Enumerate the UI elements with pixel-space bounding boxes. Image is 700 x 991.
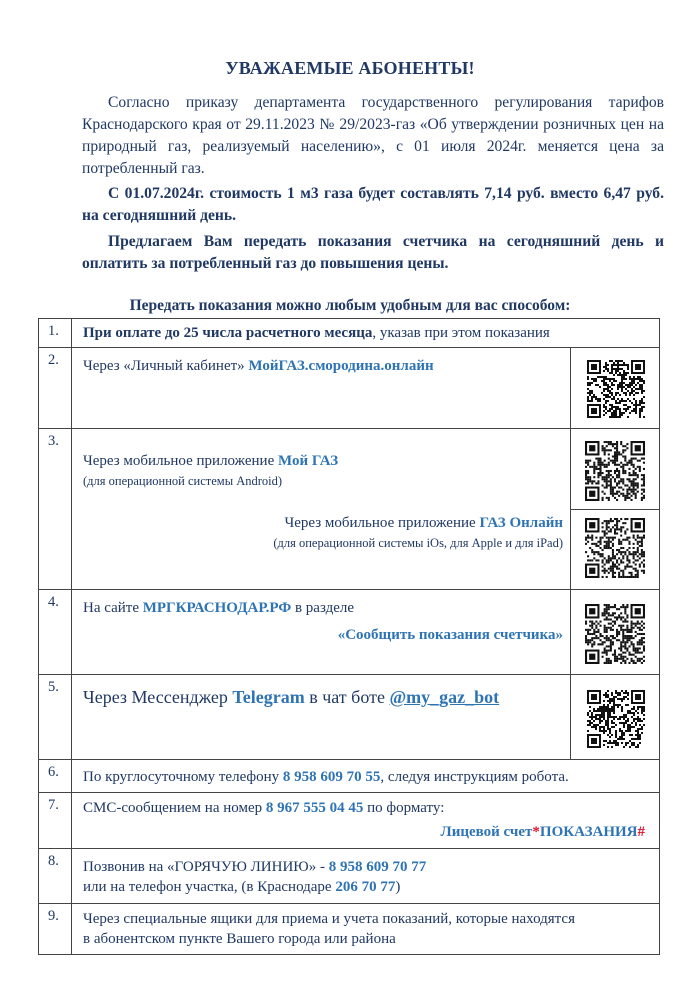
qr-icon[interactable] <box>585 518 645 578</box>
table-row: 8. Позвонив на «ГОРЯЧУЮ ЛИНИЮ» - 8 958 609 70 77 или на телефон участка, (в Краснодаре 206 70 77) <box>38 848 660 904</box>
qr-icon[interactable] <box>587 360 645 418</box>
website-link[interactable]: МРГКРАСНОДАР.РФ <box>142 600 292 616</box>
table-row: 2. Через «Личный кабинет» МойГАЗ.смородина.онлайн <box>38 347 660 429</box>
methods-title: Передать показания можно любым удобным для вас способом: <box>129 297 571 314</box>
qr-icon[interactable] <box>585 604 645 664</box>
ios-note: (для операционной системы iOs, для Apple и для iPad) <box>273 536 563 550</box>
android-note: (для операционной системы Android) <box>83 474 283 488</box>
page-title: УВАЖАЕМЫЕ АБОНЕНТЫ! <box>225 58 475 78</box>
app-mygaz-link[interactable]: Мой ГАЗ <box>277 453 339 469</box>
submit-readings-section[interactable]: «Сообщить показания счетчика» <box>337 627 563 643</box>
app-gazonline-link[interactable]: ГАЗ Онлайн <box>479 515 563 531</box>
row-number: 4. <box>39 590 72 674</box>
sms-number[interactable]: 8 967 555 04 45 <box>265 800 364 816</box>
row-number: 5. <box>39 675 72 759</box>
table-row: 5. Через Мессенджер Telegram в чат боте @my_gaz_bot <box>38 674 660 760</box>
hotline-number[interactable]: 8 958 609 70 77 <box>328 859 427 875</box>
table-row: 3. Через мобильное приложение Мой ГАЗ (для операционной системы Android) Через мобильное приложение ГАЗ Онлайн (для операционной системы iOs, для Apple и для iPad) <box>38 428 660 590</box>
telegram-bot-link[interactable]: @my_gaz_bot <box>389 687 500 707</box>
krasnodar-phone[interactable]: 206 70 77 <box>335 879 396 895</box>
payment-deadline: При оплате до 25 числа расчетного месяца <box>83 325 373 341</box>
qr-icon[interactable] <box>585 441 645 501</box>
intro-paragraph: Согласно приказу департамента государственного регулирования тарифов Краснодарского края от 29.11.2023 № 29/2023-газ «Об утверждении розничных цен на природный газ, реализуемый населению», с 01 июля 2024г. меняется цена за потребленный газ. <box>82 94 664 177</box>
row-number: 9. <box>39 904 72 954</box>
methods-table <box>38 318 660 955</box>
table-row: 7. СМС-сообщением на номер 8 967 555 04 45 по формату: Лицевой счет*ПОКАЗАНИЯ# <box>38 792 660 849</box>
sms-format: Лицевой счет*ПОКАЗАНИЯ# <box>440 824 645 840</box>
table-row: 1. При оплате до 25 числа расчетного месяца, указав при этом показания <box>38 318 660 348</box>
personal-account-link[interactable]: МойГАЗ.смородина.онлайн <box>248 358 434 374</box>
table-row: 4. На сайте МРГКРАСНОДАР.РФ в разделе «Сообщить показания счетчика» <box>38 589 660 675</box>
row-number: 3. <box>39 429 72 589</box>
hotline-phone[interactable]: 8 958 609 70 55 <box>282 769 381 785</box>
table-row: 9. Через специальные ящики для приема и учета показаний, которые находятся в абонентском пункте Вашего города или района <box>38 903 660 955</box>
telegram-link[interactable]: Telegram <box>232 687 305 707</box>
qr-icon[interactable] <box>587 690 645 748</box>
offer-paragraph: Предлагаем Вам передать показания счетчика на сегодняшний день и оплатить за потребленный газ до повышения цены. <box>82 233 664 272</box>
row-number: 2. <box>39 348 72 428</box>
row-number: 1. <box>39 319 72 347</box>
table-row: 6. По круглосуточному телефону 8 958 609 70 55, следуя инструкциям робота. <box>38 759 660 793</box>
row-number: 6. <box>39 760 72 792</box>
price-notice: С 01.07.2024г. стоимость 1 м3 газа будет составлять 7,14 руб. вместо 6,47 руб. на сегодняшний день. <box>82 185 664 224</box>
row-number: 7. <box>39 793 72 848</box>
row-number: 8. <box>39 849 72 903</box>
